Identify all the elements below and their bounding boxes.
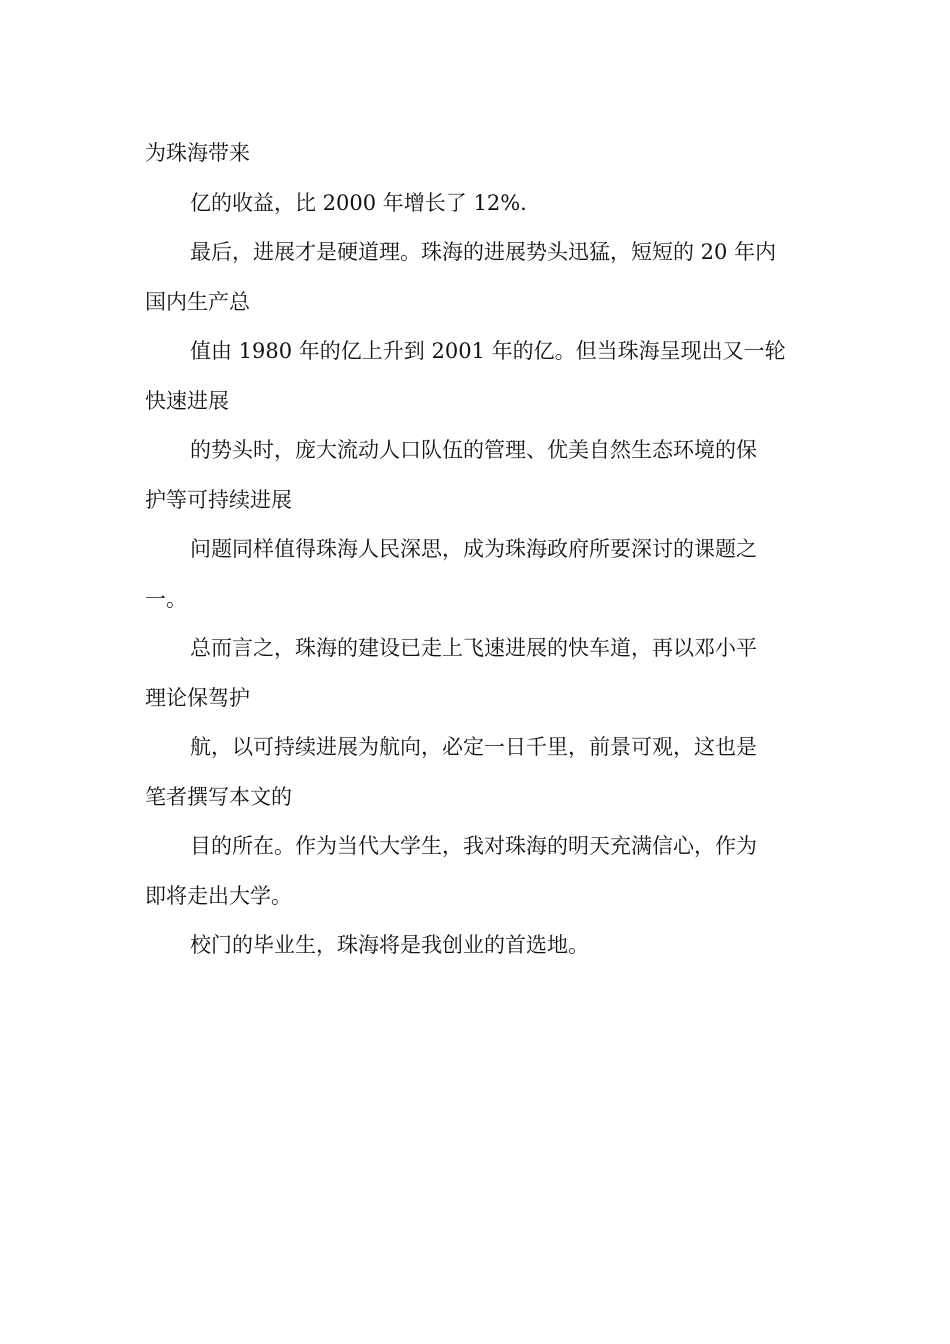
text-line: 为珠海带来 [145,141,250,165]
text-line: 亿的收益，比 2000 年增长了 12%. [190,190,527,215]
text-line: 即将走出大学。 [145,883,292,908]
text-line: 最后，进展才是硬道理。珠海的进展势头迅猛，短短的 20 年内 [190,240,777,264]
text-line: 的势头时，庞大流动人口队伍的管理、优美自然生态环境的保 [190,438,757,462]
text-line: 总而言之，珠海的建设已走上飞速进展的快车道，再以邓小平 [190,636,757,660]
text-line: 校门的毕业生，珠海将是我创业的首选地。 [190,933,589,957]
text-line: 目的所在。作为当代大学生，我对珠海的明天充满信心，作为 [190,834,757,858]
text-line: 国内生产总 [145,289,250,314]
text-line: 快速进展 [145,388,229,413]
text-line: 值由 1980 年的亿上升到 2001 年的亿。但当珠海呈现出又一轮 [190,339,786,363]
text-line: 理论保驾护 [145,685,250,710]
text-line: 笔者撰写本文的 [145,784,292,809]
text-line: 护等可持续进展 [145,487,292,512]
text-line: 问题同样值得珠海人民深思，成为珠海政府所要深讨的课题之 [190,537,757,561]
body-text [145,129,810,971]
text-line: 航，以可持续进展为航向，必定一日千里，前景可观，这也是 [190,735,757,759]
text-paragraph [145,129,810,971]
text-line: 一。 [145,586,187,611]
